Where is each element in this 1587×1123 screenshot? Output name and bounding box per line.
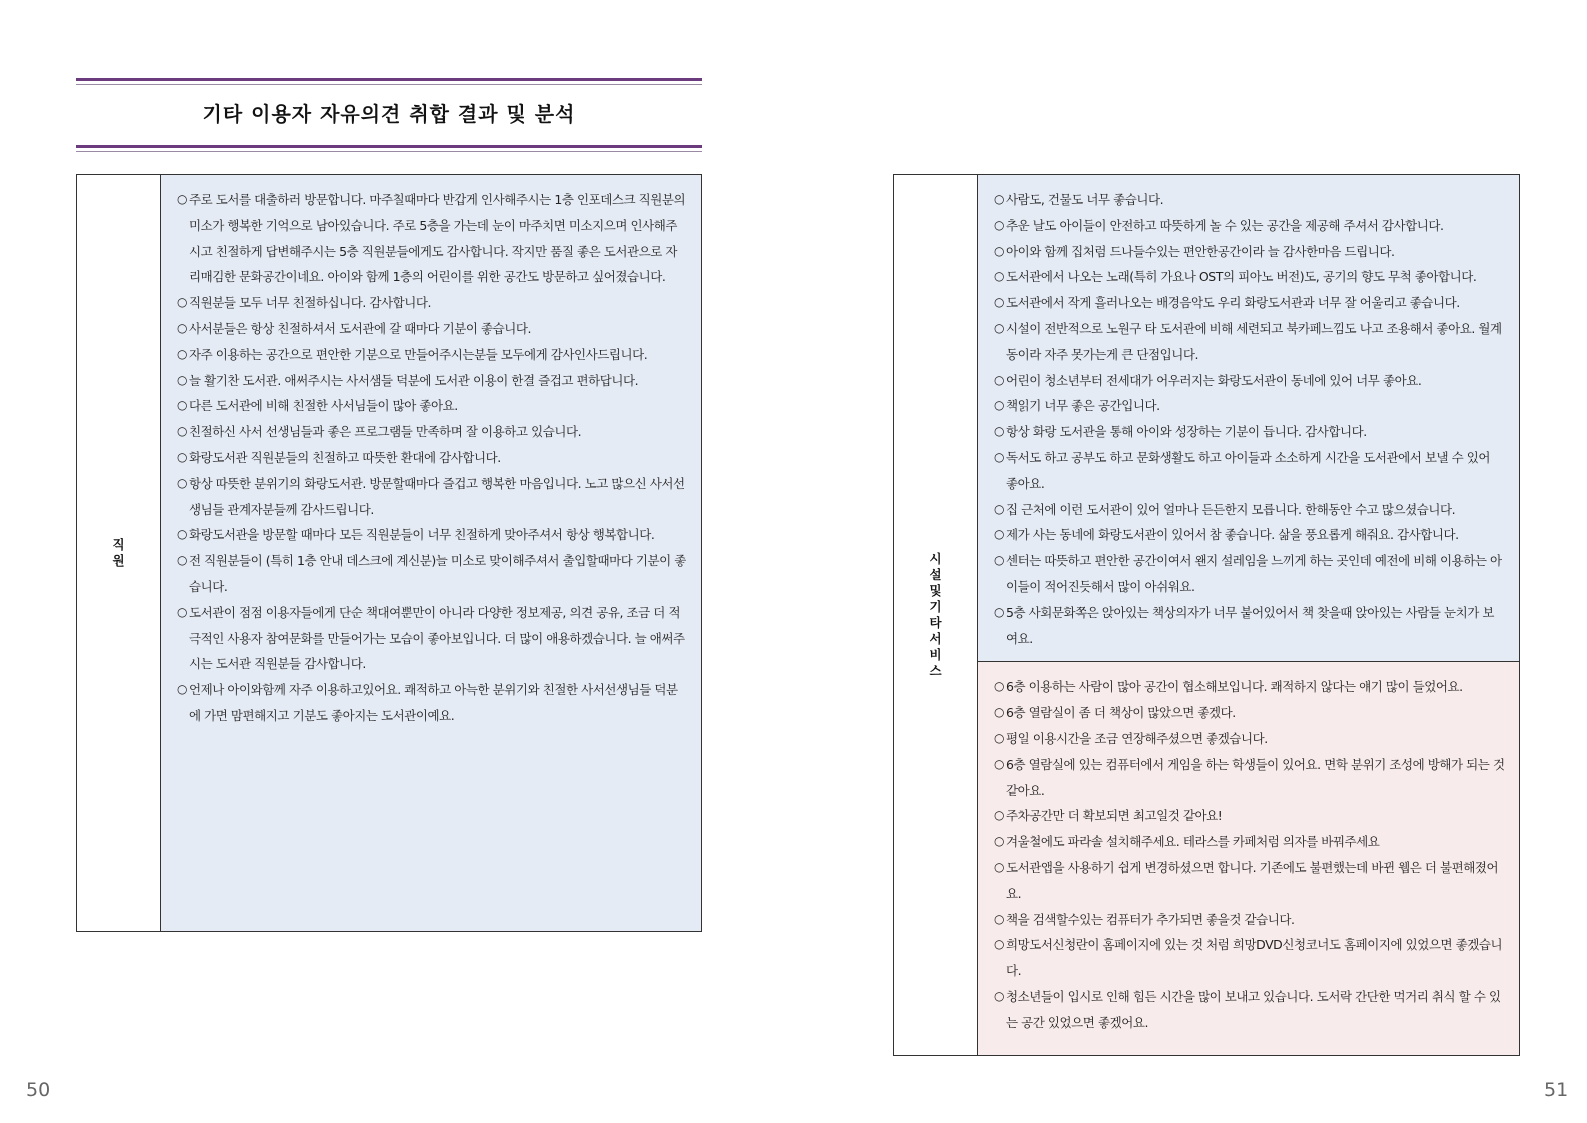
comment-item: ○ 화랑도서관을 방문할 때마다 모든 직원분들이 너무 친절하게 맞아주셔서 항상 행복합니다. [177, 522, 687, 548]
comment-item: ○ 6층 이용하는 사람이 많아 공간이 협소해보입니다. 쾌적하지 않다는 얘기 많이 들었어요. [994, 674, 1505, 700]
comment-item: ○ 어린이 청소년부터 전세대가 어우러지는 화랑도서관이 동네에 있어 너무 좋아요. [994, 368, 1505, 394]
category-label: 직원 [112, 537, 125, 568]
comment-item: ○ 전 직원분들이 (특히 1층 안내 데스크에 계신분)늘 미소로 맞이해주셔서 출입할때마다 기분이 좋습니다. [177, 548, 687, 600]
comment-item: ○ 사서분들은 항상 친절하셔서 도서관에 갈 때마다 기분이 좋습니다. [177, 316, 687, 342]
comment-list [161, 175, 701, 739]
page-number-right: 51 [1544, 1079, 1569, 1101]
comment-item: ○ 항상 따뜻한 분위기의 화랑도서관. 방문할때마다 즐겁고 행복한 마음입니다. 노고 많으신 사서선생님들 관계자분들께 감사드립니다. [177, 471, 687, 523]
comment-item: ○ 화랑도서관 직원분들의 친절하고 따뜻한 환대에 감사합니다. [177, 445, 687, 471]
comment-list [978, 175, 1519, 661]
comment-item: ○ 늘 활기찬 도서관. 애써주시는 사서샘들 덕분에 도서관 이용이 한결 즐겁고 편하답니다. [177, 368, 687, 394]
comment-item: ○ 아이와 함께 집처럼 드나들수있는 편안한공간이라 늘 감사한마음 드립니다. [994, 239, 1505, 265]
comment-item: ○ 5층 사회문화쪽은 앉아있는 책상의자가 너무 붙어있어서 책 찾을때 앉아있는 사람들 눈치가 보여요. [994, 600, 1505, 652]
comment-item: ○ 희망도서신청란이 홈페이지에 있는 것 처럼 희망DVD신청코너도 홈페이지에 있었으면 좋겠습니다. [994, 932, 1505, 984]
page-title: 기타 이용자 자유의견 취합 결과 및 분석 [202, 102, 576, 126]
comments-cell-staff [161, 175, 702, 932]
title-rule-bottom [76, 145, 702, 152]
comment-item: ○ 주차공간만 더 확보되면 최고일것 같아요! [994, 803, 1505, 829]
comment-item: ○ 집 근처에 이런 도서관이 있어 얼마나 든든한지 모릅니다. 한해동안 수고 많으셨습니다. [994, 497, 1505, 523]
comment-item: ○ 사람도, 건물도 너무 좋습니다. [994, 187, 1505, 213]
facility-feedback-table [893, 174, 1520, 1056]
comment-item: ○ 평일 이용시간을 조금 연장해주셨으면 좋겠습니다. [994, 726, 1505, 752]
comment-item: ○ 6층 열람실이 좀 더 책상이 많았으면 좋겠다. [994, 700, 1505, 726]
comment-item: ○ 6층 열람실에 있는 컴퓨터에서 게임을 하는 학생들이 있어요. 면학 분위기 조성에 방해가 되는 것 같아요. [994, 752, 1505, 804]
comment-item: ○ 도서관에서 나오는 노래(특히 가요나 OST의 피아노 버전)도, 공기의 향도 무척 좋아합니다. [994, 264, 1505, 290]
category-label: 시설 및 기타서비스 [929, 551, 942, 679]
comments-cell-suggestions [978, 662, 1520, 1056]
comment-item: ○ 센터는 따뜻하고 편안한 공간이여서 왠지 설레임을 느끼게 하는 곳인데 예전에 비해 이용하는 아이들이 적어진듯해서 많이 아쉬워요. [994, 548, 1505, 600]
comment-item: ○ 직원분들 모두 너무 친절하십니다. 감사합니다. [177, 290, 687, 316]
comment-list [978, 662, 1519, 1045]
comment-item: ○ 항상 화랑 도서관을 통해 아이와 성장하는 기분이 듭니다. 감사합니다. [994, 419, 1505, 445]
comment-item: ○ 제가 사는 동네에 화랑도서관이 있어서 참 좋습니다. 삶을 풍요롭게 해줘요. 감사합니다. [994, 522, 1505, 548]
comment-item: ○ 도서관에서 작게 흘러나오는 배경음악도 우리 화랑도서관과 너무 잘 어울리고 좋습니다. [994, 290, 1505, 316]
comment-item: ○ 청소년들이 입시로 인해 힘든 시간을 많이 보내고 있습니다. 도서락 간단한 먹거리 취식 할 수 있는 공간 있었으면 좋겠어요. [994, 984, 1505, 1036]
comment-item: ○ 자주 이용하는 공간으로 편안한 기분으로 만들어주시는분들 모두에게 감사인사드립니다. [177, 342, 687, 368]
comment-item: ○ 겨울철에도 파라솔 설치해주세요. 테라스를 카페처럼 의자를 바꿔주세요 [994, 829, 1505, 855]
comment-item: ○ 독서도 하고 공부도 하고 문화생활도 하고 아이들과 소소하게 시간을 도서관에서 보낼 수 있어 좋아요. [994, 445, 1505, 497]
page-number-left: 50 [26, 1079, 51, 1101]
comment-item: ○ 친절하신 사서 선생님들과 좋은 프로그램들 만족하며 잘 이용하고 있습니다. [177, 419, 687, 445]
comment-item: ○ 다른 도서관에 비해 친절한 사서님들이 많아 좋아요. [177, 393, 687, 419]
comment-item: ○ 언제나 아이와함께 자주 이용하고있어요. 쾌적하고 아늑한 분위기와 친절한 사서선생님들 덕분에 가면 맘편해지고 기분도 좋아지는 도서관이예요. [177, 677, 687, 729]
comment-item: ○ 시설이 전반적으로 노원구 타 도서관에 비해 세련되고 북카페느낌도 나고 조용해서 좋아요. 월계동이라 자주 못가는게 큰 단점입니다. [994, 316, 1505, 368]
staff-feedback-table [76, 174, 702, 932]
comment-item: ○ 도서관앱을 사용하기 쉽게 변경하셨으면 합니다. 기존에도 불편했는데 바뀐 웹은 더 불편해졌어요. [994, 855, 1505, 907]
category-cell-staff [77, 175, 161, 932]
comment-item: ○ 책읽기 너무 좋은 공간입니다. [994, 393, 1505, 419]
title-rule-top [76, 78, 702, 85]
comment-item: ○ 도서관이 점점 이용자들에게 단순 책대여뿐만이 아니라 다양한 정보제공, 의견 공유, 조금 더 적극적인 사용자 참여문화를 만들어가는 모습이 좋아보입니다. 더 많이 애용하겠습니다. 늘 애써주시는 도서관 직원분들 감사합니다. [177, 600, 687, 677]
comments-cell-positive [978, 175, 1520, 662]
comment-item: ○ 책을 검색할수있는 컴퓨터가 추가되면 좋을것 같습니다. [994, 907, 1505, 933]
comment-item: ○ 추운 날도 아이들이 안전하고 따뜻하게 놀 수 있는 공간을 제공해 주셔서 감사합니다. [994, 213, 1505, 239]
category-cell-facility [894, 175, 978, 1056]
comment-item: ○ 주로 도서를 대출하러 방문합니다. 마주칠때마다 반갑게 인사해주시는 1층 인포데스크 직원분의 미소가 행복한 기억으로 남아있습니다. 주로 5층을 가는데 눈이 마주치면 미소지으며 인사해주시고 친절하게 답변해주시는 5층 직원분들에게도 감사합니다. 작지만 품질 좋은 도서관으로 자리매김한 문화공간이네요. 아이와 함께 1층의 어린이를 위한 공간도 방문하고 싶어졌습니다. [177, 187, 687, 290]
